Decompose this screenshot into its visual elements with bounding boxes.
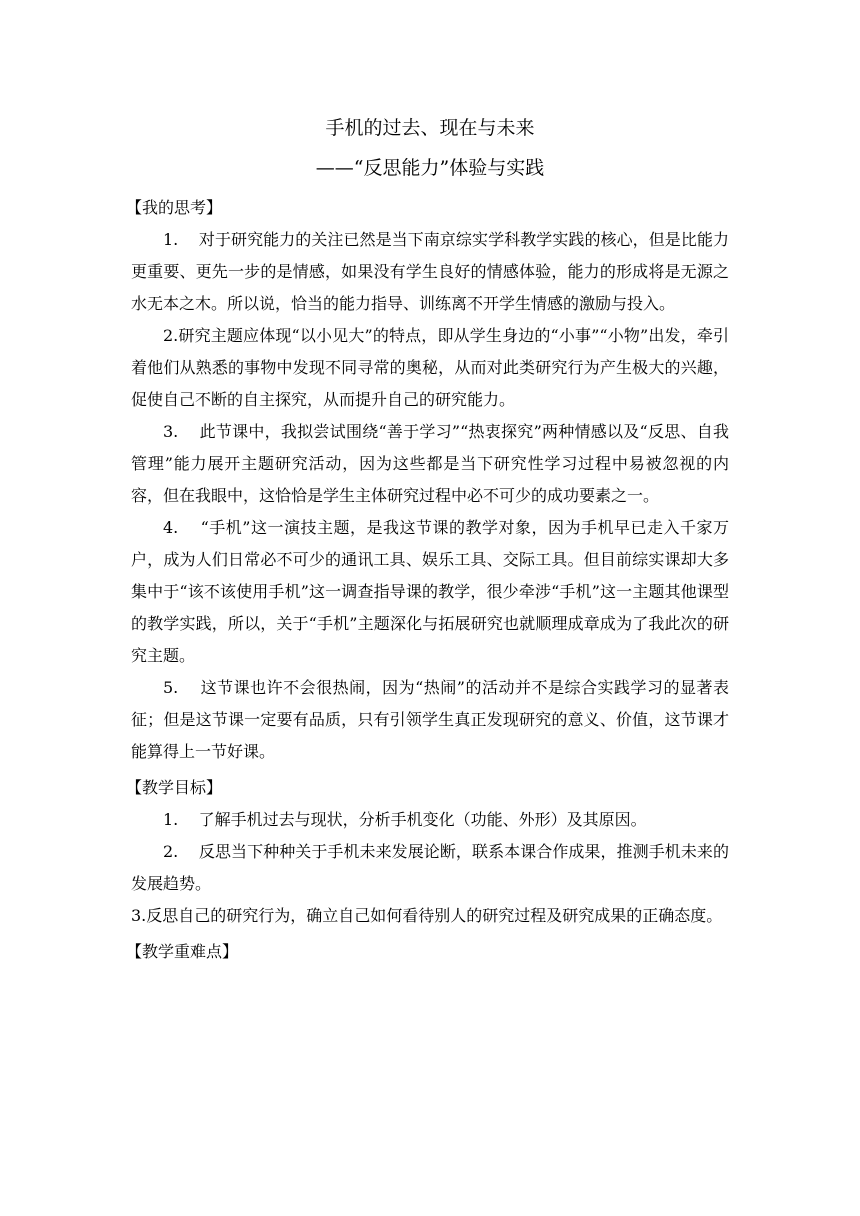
document-title: 手机的过去、现在与未来 (325, 117, 535, 139)
paragraph (131, 416, 729, 512)
document-page (126, 108, 729, 968)
paragraph-number: 3. (163, 422, 179, 441)
paragraph-number: 2. (163, 326, 179, 345)
paragraph-number: 4. (163, 518, 179, 537)
paragraph-number: 2. (163, 842, 179, 861)
paragraph-text: 反思自己的研究行为，确立自己如何看待别人的研究过程及研究成果的正确态度。 (146, 906, 723, 925)
paragraph-number: 3. (131, 906, 147, 925)
paragraph (131, 512, 729, 672)
paragraph-text: 这节课也许不会很热闹，因为“热闹”的活动并不是综合实践学习的显著表征；但是这节课一定要有品质，只有引领学生真正发现研究的意义、价值，这节课才能算得上一节好课。 (131, 678, 729, 761)
paragraph-text: 研究主题应体现“以小见大”的特点，即从学生身边的“小事”“小物”出发，牵引着他们从熟悉的事物中发现不同寻常的奥秘，从而对此类研究行为产生极大的兴趣，促使自己不断的自主探究，从而提升自己的研究能力。 (131, 326, 729, 409)
paragraph-number: 5. (163, 678, 179, 697)
section-heading-goals: 【教学目标】 (126, 778, 223, 797)
paragraph-text: “手机”这一演技主题，是我这节课的教学对象，因为手机早已走入千家万户，成为人们日常必不可少的通讯工具、娱乐工具、交际工具。但目前综实课却大多集中于“该不该使用手机”这一调查指导课的教学，很少牵涉“手机”这一主题其他课型的教学实践，所以，关于“手机”主题深化与拓展研究也就顺理成章成为了我此次的研究主题。 (131, 518, 729, 665)
section-heading-thoughts: 【我的思考】 (126, 198, 223, 217)
paragraph-text: 对于研究能力的关注已然是当下南京综实学科教学实践的核心，但是比能力更重要、更先一步的是情感，如果没有学生良好的情感体验，能力的形成将是无源之水无本之木。所以说，恰当的能力指导、训练离不开学生情感的激励与投入。 (131, 230, 729, 313)
section-heading-key-points: 【教学重难点】 (126, 942, 239, 961)
paragraph-number: 1. (163, 230, 179, 249)
paragraph (131, 836, 729, 900)
paragraph (131, 804, 729, 836)
document-subtitle: ——“反思能力”体验与实践 (315, 157, 545, 179)
paragraph (131, 320, 729, 416)
paragraph-text: 此节课中，我拟尝试围绕“善于学习”“热衷探究”两种情感以及“反思、自我管理”能力展开主题研究活动，因为这些都是当下研究性学习过程中易被忽视的内容，但在我眼中，这恰恰是学生主体研究过程中必不可少的成功要素之一。 (131, 422, 729, 505)
paragraph (131, 224, 729, 320)
paragraph-number: 1. (163, 810, 179, 829)
paragraph-text: 了解手机过去与现状，分析手机变化（功能、外形）及其原因。 (198, 810, 647, 829)
paragraph-text: 反思当下种种关于手机未来发展论断，联系本课合作成果，推测手机未来的发展趋势。 (131, 842, 729, 893)
paragraph (131, 672, 729, 768)
paragraph (131, 900, 729, 932)
